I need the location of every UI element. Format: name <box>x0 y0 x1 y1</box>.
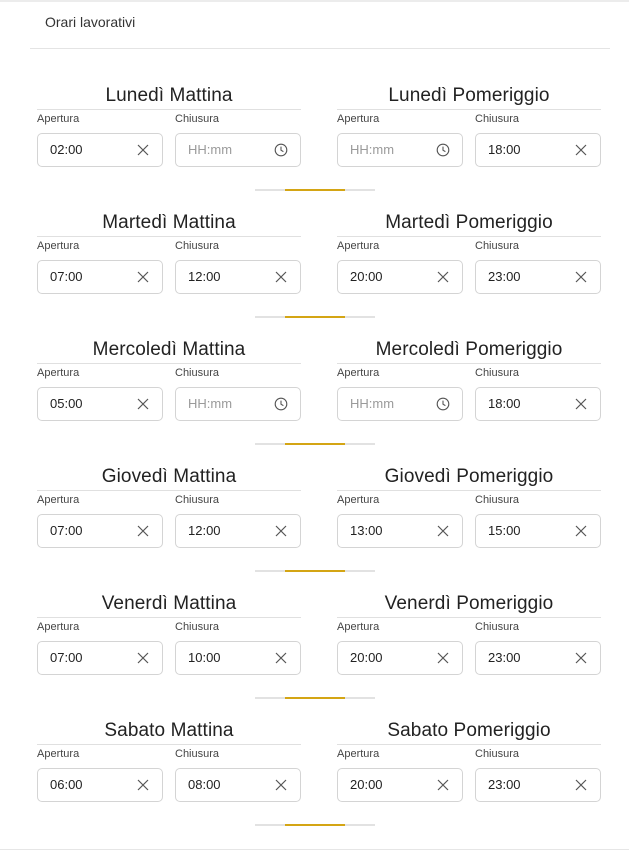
separator-accent <box>285 824 345 826</box>
opening-time-input[interactable] <box>337 133 463 167</box>
clear-icon[interactable] <box>274 524 288 538</box>
closing-field <box>175 364 301 421</box>
closing-field <box>175 745 301 802</box>
closing-time-input[interactable] <box>175 514 301 548</box>
clear-icon[interactable] <box>136 270 150 284</box>
clock-icon[interactable] <box>274 143 288 157</box>
closing-label: Chiusura <box>475 367 520 379</box>
clock-icon[interactable] <box>436 397 450 411</box>
clear-icon[interactable] <box>436 778 450 792</box>
top-border <box>0 0 629 2</box>
row-separator <box>255 443 375 445</box>
shift-title: Lunedì Mattina <box>105 85 233 106</box>
shift-morning <box>37 339 301 434</box>
row-separator <box>255 697 375 699</box>
clear-icon[interactable] <box>274 778 288 792</box>
separator-accent <box>285 443 345 445</box>
closing-field <box>475 237 601 294</box>
clear-icon[interactable] <box>136 524 150 538</box>
opening-field <box>37 110 163 167</box>
shift-fields <box>37 237 301 307</box>
opening-label: Apertura <box>337 367 380 379</box>
closing-field <box>475 491 601 548</box>
time-value: 23:00 <box>488 269 521 284</box>
time-value: 20:00 <box>350 777 383 792</box>
opening-time-input[interactable] <box>337 260 463 294</box>
shift-afternoon <box>337 85 601 180</box>
time-value: 02:00 <box>50 142 83 157</box>
clear-icon[interactable] <box>436 651 450 665</box>
opening-time-input[interactable] <box>337 768 463 802</box>
opening-label: Apertura <box>37 113 80 125</box>
clock-icon[interactable] <box>436 143 450 157</box>
separator-accent <box>285 697 345 699</box>
shift-fields <box>37 491 301 561</box>
time-placeholder: HH:mm <box>350 396 395 411</box>
opening-time-input[interactable] <box>37 387 163 421</box>
section-title: Orari lavorativi <box>45 14 136 30</box>
shift-fields <box>37 364 301 434</box>
shift-fields <box>37 618 301 688</box>
closing-time-input[interactable] <box>475 768 601 802</box>
shift-fields <box>337 237 601 307</box>
closing-time-input[interactable] <box>475 133 601 167</box>
closing-time-input[interactable] <box>475 260 601 294</box>
clear-icon[interactable] <box>574 397 588 411</box>
time-value: 05:00 <box>50 396 83 411</box>
closing-label: Chiusura <box>475 748 520 760</box>
opening-field <box>37 618 163 675</box>
time-value: 12:00 <box>188 269 221 284</box>
opening-label: Apertura <box>337 494 380 506</box>
opening-label: Apertura <box>37 367 80 379</box>
closing-label: Chiusura <box>175 367 220 379</box>
shift-afternoon <box>337 720 601 815</box>
clear-icon[interactable] <box>136 651 150 665</box>
time-value: 18:00 <box>488 396 521 411</box>
day-row <box>0 85 629 212</box>
shift-title: Sabato Pomeriggio <box>387 720 551 741</box>
day-row <box>0 339 629 466</box>
row-separator <box>255 189 375 191</box>
opening-time-input[interactable] <box>37 133 163 167</box>
closing-label: Chiusura <box>175 748 220 760</box>
closing-label: Chiusura <box>475 621 520 633</box>
opening-label: Apertura <box>37 494 80 506</box>
shift-title: Venerdì Mattina <box>101 593 237 614</box>
opening-time-input[interactable] <box>37 514 163 548</box>
opening-field <box>337 110 463 167</box>
time-placeholder: HH:mm <box>188 142 233 157</box>
time-placeholder: HH:mm <box>188 396 233 411</box>
time-value: 18:00 <box>488 142 521 157</box>
closing-label: Chiusura <box>475 494 520 506</box>
closing-field <box>175 618 301 675</box>
time-value: 13:00 <box>350 523 383 538</box>
shift-fields <box>337 618 601 688</box>
clear-icon[interactable] <box>436 270 450 284</box>
clear-icon[interactable] <box>574 270 588 284</box>
day-row <box>0 466 629 593</box>
shift-morning <box>37 212 301 307</box>
closing-field <box>475 110 601 167</box>
clear-icon[interactable] <box>574 651 588 665</box>
closing-field <box>475 618 601 675</box>
shift-fields <box>337 364 601 434</box>
time-placeholder: HH:mm <box>350 142 395 157</box>
shift-fields <box>337 745 601 815</box>
closing-label: Chiusura <box>175 621 220 633</box>
opening-field <box>37 364 163 421</box>
closing-time-input[interactable] <box>175 641 301 675</box>
shift-afternoon <box>337 466 601 561</box>
time-value: 23:00 <box>488 650 521 665</box>
closing-label: Chiusura <box>175 494 220 506</box>
shift-afternoon <box>337 339 601 434</box>
header-divider <box>30 48 610 49</box>
shift-afternoon <box>337 593 601 688</box>
opening-field <box>337 491 463 548</box>
closing-field <box>175 237 301 294</box>
shift-title: Martedì Mattina <box>102 212 236 233</box>
opening-field <box>337 364 463 421</box>
time-value: 20:00 <box>350 650 383 665</box>
row-separator <box>255 824 375 826</box>
time-value: 15:00 <box>488 523 521 538</box>
opening-field <box>337 745 463 802</box>
closing-label: Chiusura <box>475 113 520 125</box>
closing-field <box>475 745 601 802</box>
opening-field <box>37 745 163 802</box>
opening-label: Apertura <box>337 240 380 252</box>
separator-accent <box>285 570 345 572</box>
opening-field <box>337 618 463 675</box>
opening-time-input[interactable] <box>337 514 463 548</box>
day-row <box>0 212 629 339</box>
shift-fields <box>37 110 301 180</box>
shift-title: Mercoledì Mattina <box>92 339 246 360</box>
row-separator <box>255 316 375 318</box>
clear-icon[interactable] <box>436 524 450 538</box>
time-value: 06:00 <box>50 777 83 792</box>
closing-label: Chiusura <box>175 240 220 252</box>
shift-morning <box>37 593 301 688</box>
shift-title: Mercoledì Pomeriggio <box>375 339 563 360</box>
clear-icon[interactable] <box>274 651 288 665</box>
shift-title: Sabato Mattina <box>104 720 234 741</box>
opening-field <box>337 237 463 294</box>
closing-field <box>175 491 301 548</box>
clear-icon[interactable] <box>136 143 150 157</box>
opening-time-input[interactable] <box>37 768 163 802</box>
shift-title: Martedì Pomeriggio <box>385 212 553 233</box>
time-value: 07:00 <box>50 650 83 665</box>
time-value: 20:00 <box>350 269 383 284</box>
day-row <box>0 593 629 720</box>
shift-fields <box>337 110 601 180</box>
clear-icon[interactable] <box>274 270 288 284</box>
bottom-border <box>0 849 629 850</box>
clear-icon[interactable] <box>136 397 150 411</box>
closing-label: Chiusura <box>475 240 520 252</box>
clear-icon[interactable] <box>574 143 588 157</box>
time-value: 10:00 <box>188 650 221 665</box>
opening-label: Apertura <box>337 748 380 760</box>
shift-title: Lunedì Pomeriggio <box>388 85 550 106</box>
closing-label: Chiusura <box>175 113 220 125</box>
shift-title: Giovedì Mattina <box>101 466 237 487</box>
closing-time-input[interactable] <box>475 641 601 675</box>
opening-field <box>37 237 163 294</box>
opening-label: Apertura <box>37 621 80 633</box>
time-value: 23:00 <box>488 777 521 792</box>
closing-time-input[interactable] <box>175 260 301 294</box>
closing-field <box>175 110 301 167</box>
shift-morning <box>37 466 301 561</box>
closing-time-input[interactable] <box>175 133 301 167</box>
separator-accent <box>285 316 345 318</box>
opening-label: Apertura <box>337 621 380 633</box>
opening-label: Apertura <box>337 113 380 125</box>
shift-fields <box>37 745 301 815</box>
time-value: 08:00 <box>188 777 221 792</box>
time-value: 07:00 <box>50 523 83 538</box>
shift-title: Venerdì Pomeriggio <box>384 593 554 614</box>
opening-label: Apertura <box>37 240 80 252</box>
opening-time-input[interactable] <box>337 641 463 675</box>
shift-fields <box>337 491 601 561</box>
separator-accent <box>285 189 345 191</box>
clear-icon[interactable] <box>136 778 150 792</box>
shift-morning <box>37 720 301 815</box>
closing-time-input[interactable] <box>175 387 301 421</box>
shift-afternoon <box>337 212 601 307</box>
shift-title: Giovedì Pomeriggio <box>384 466 554 487</box>
row-separator <box>255 570 375 572</box>
clear-icon[interactable] <box>574 778 588 792</box>
opening-time-input[interactable] <box>37 641 163 675</box>
closing-time-input[interactable] <box>175 768 301 802</box>
closing-field <box>475 364 601 421</box>
opening-field <box>37 491 163 548</box>
time-value: 12:00 <box>188 523 221 538</box>
shift-morning <box>37 85 301 180</box>
day-row <box>0 720 629 847</box>
opening-time-input[interactable] <box>37 260 163 294</box>
opening-time-input[interactable] <box>337 387 463 421</box>
opening-label: Apertura <box>37 748 80 760</box>
clear-icon[interactable] <box>574 524 588 538</box>
clock-icon[interactable] <box>274 397 288 411</box>
time-value: 07:00 <box>50 269 83 284</box>
closing-time-input[interactable] <box>475 514 601 548</box>
closing-time-input[interactable] <box>475 387 601 421</box>
